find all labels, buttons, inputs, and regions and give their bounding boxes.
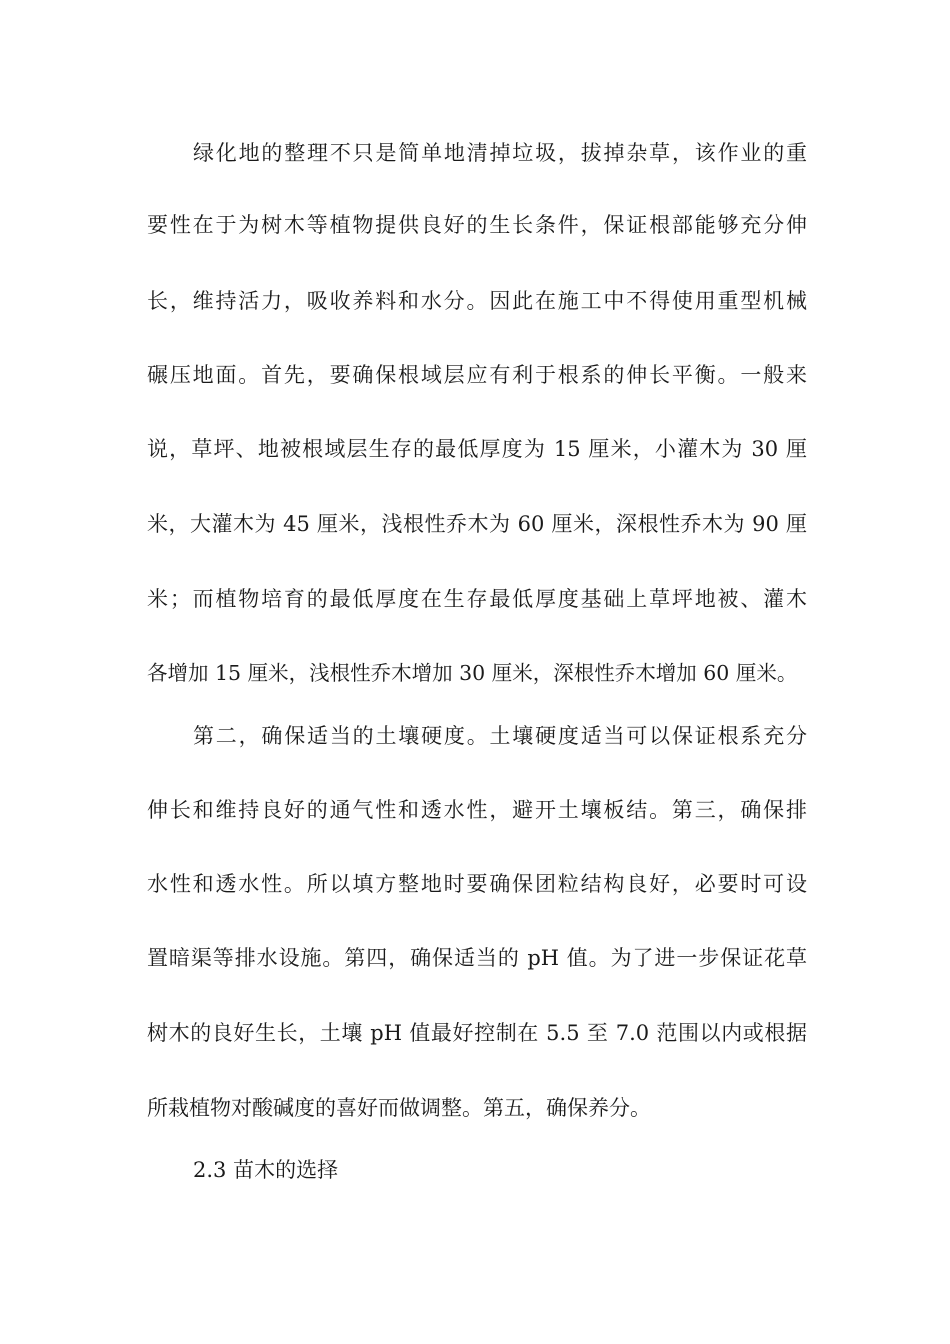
paragraph-2-line-6: 所栽植物对酸碱度的喜好而做调整。第五，确保养分。 <box>147 1096 651 1120</box>
paragraph-1-line-2: 要性在于为树木等植物提供良好的生长条件，保证根部能够充分伸 <box>147 213 807 237</box>
paragraph-1-line-3: 长，维持活力，吸收养料和水分。因此在施工中不得使用重型机械 <box>147 289 807 313</box>
paragraph-2-line-5: 树木的良好生长，土壤 pH 值最好控制在 5.5 至 7.0 范围以内或根据 <box>147 1021 807 1045</box>
paragraph-1-line-5: 说，草坪、地被根域层生存的最低厚度为 15 厘米，小灌木为 30 厘 <box>147 437 807 461</box>
section-heading: 2.3 苗木的选择 <box>193 1158 339 1182</box>
paragraph-2-line-4: 置暗渠等排水设施。第四，确保适当的 pH 值。为了进一步保证花草 <box>147 946 807 970</box>
paragraph-2-line-2: 伸长和维持良好的通气性和透水性，避开土壤板结。第三，确保排 <box>147 798 807 822</box>
paragraph-1-line-6: 米，大灌木为 45 厘米，浅根性乔木为 60 厘米，深根性乔木为 90 厘 <box>147 512 807 536</box>
paragraph-1-line-8: 各增加 15 厘米，浅根性乔木增加 30 厘米，深根性乔木增加 60 厘米。 <box>147 661 798 685</box>
paragraph-2-line-1: 第二，确保适当的土壤硬度。土壤硬度适当可以保证根系充分 <box>193 724 807 748</box>
paragraph-2-line-3: 水性和透水性。所以填方整地时要确保团粒结构良好，必要时可设 <box>147 872 807 896</box>
paragraph-1-line-7: 米；而植物培育的最低厚度在生存最低厚度基础上草坪地被、灌木 <box>147 587 807 611</box>
paragraph-1-line-4: 碾压地面。首先，要确保根域层应有利于根系的伸长平衡。一般来 <box>147 363 807 387</box>
paragraph-1-line-1: 绿化地的整理不只是简单地清掉垃圾，拔掉杂草，该作业的重 <box>193 141 807 165</box>
